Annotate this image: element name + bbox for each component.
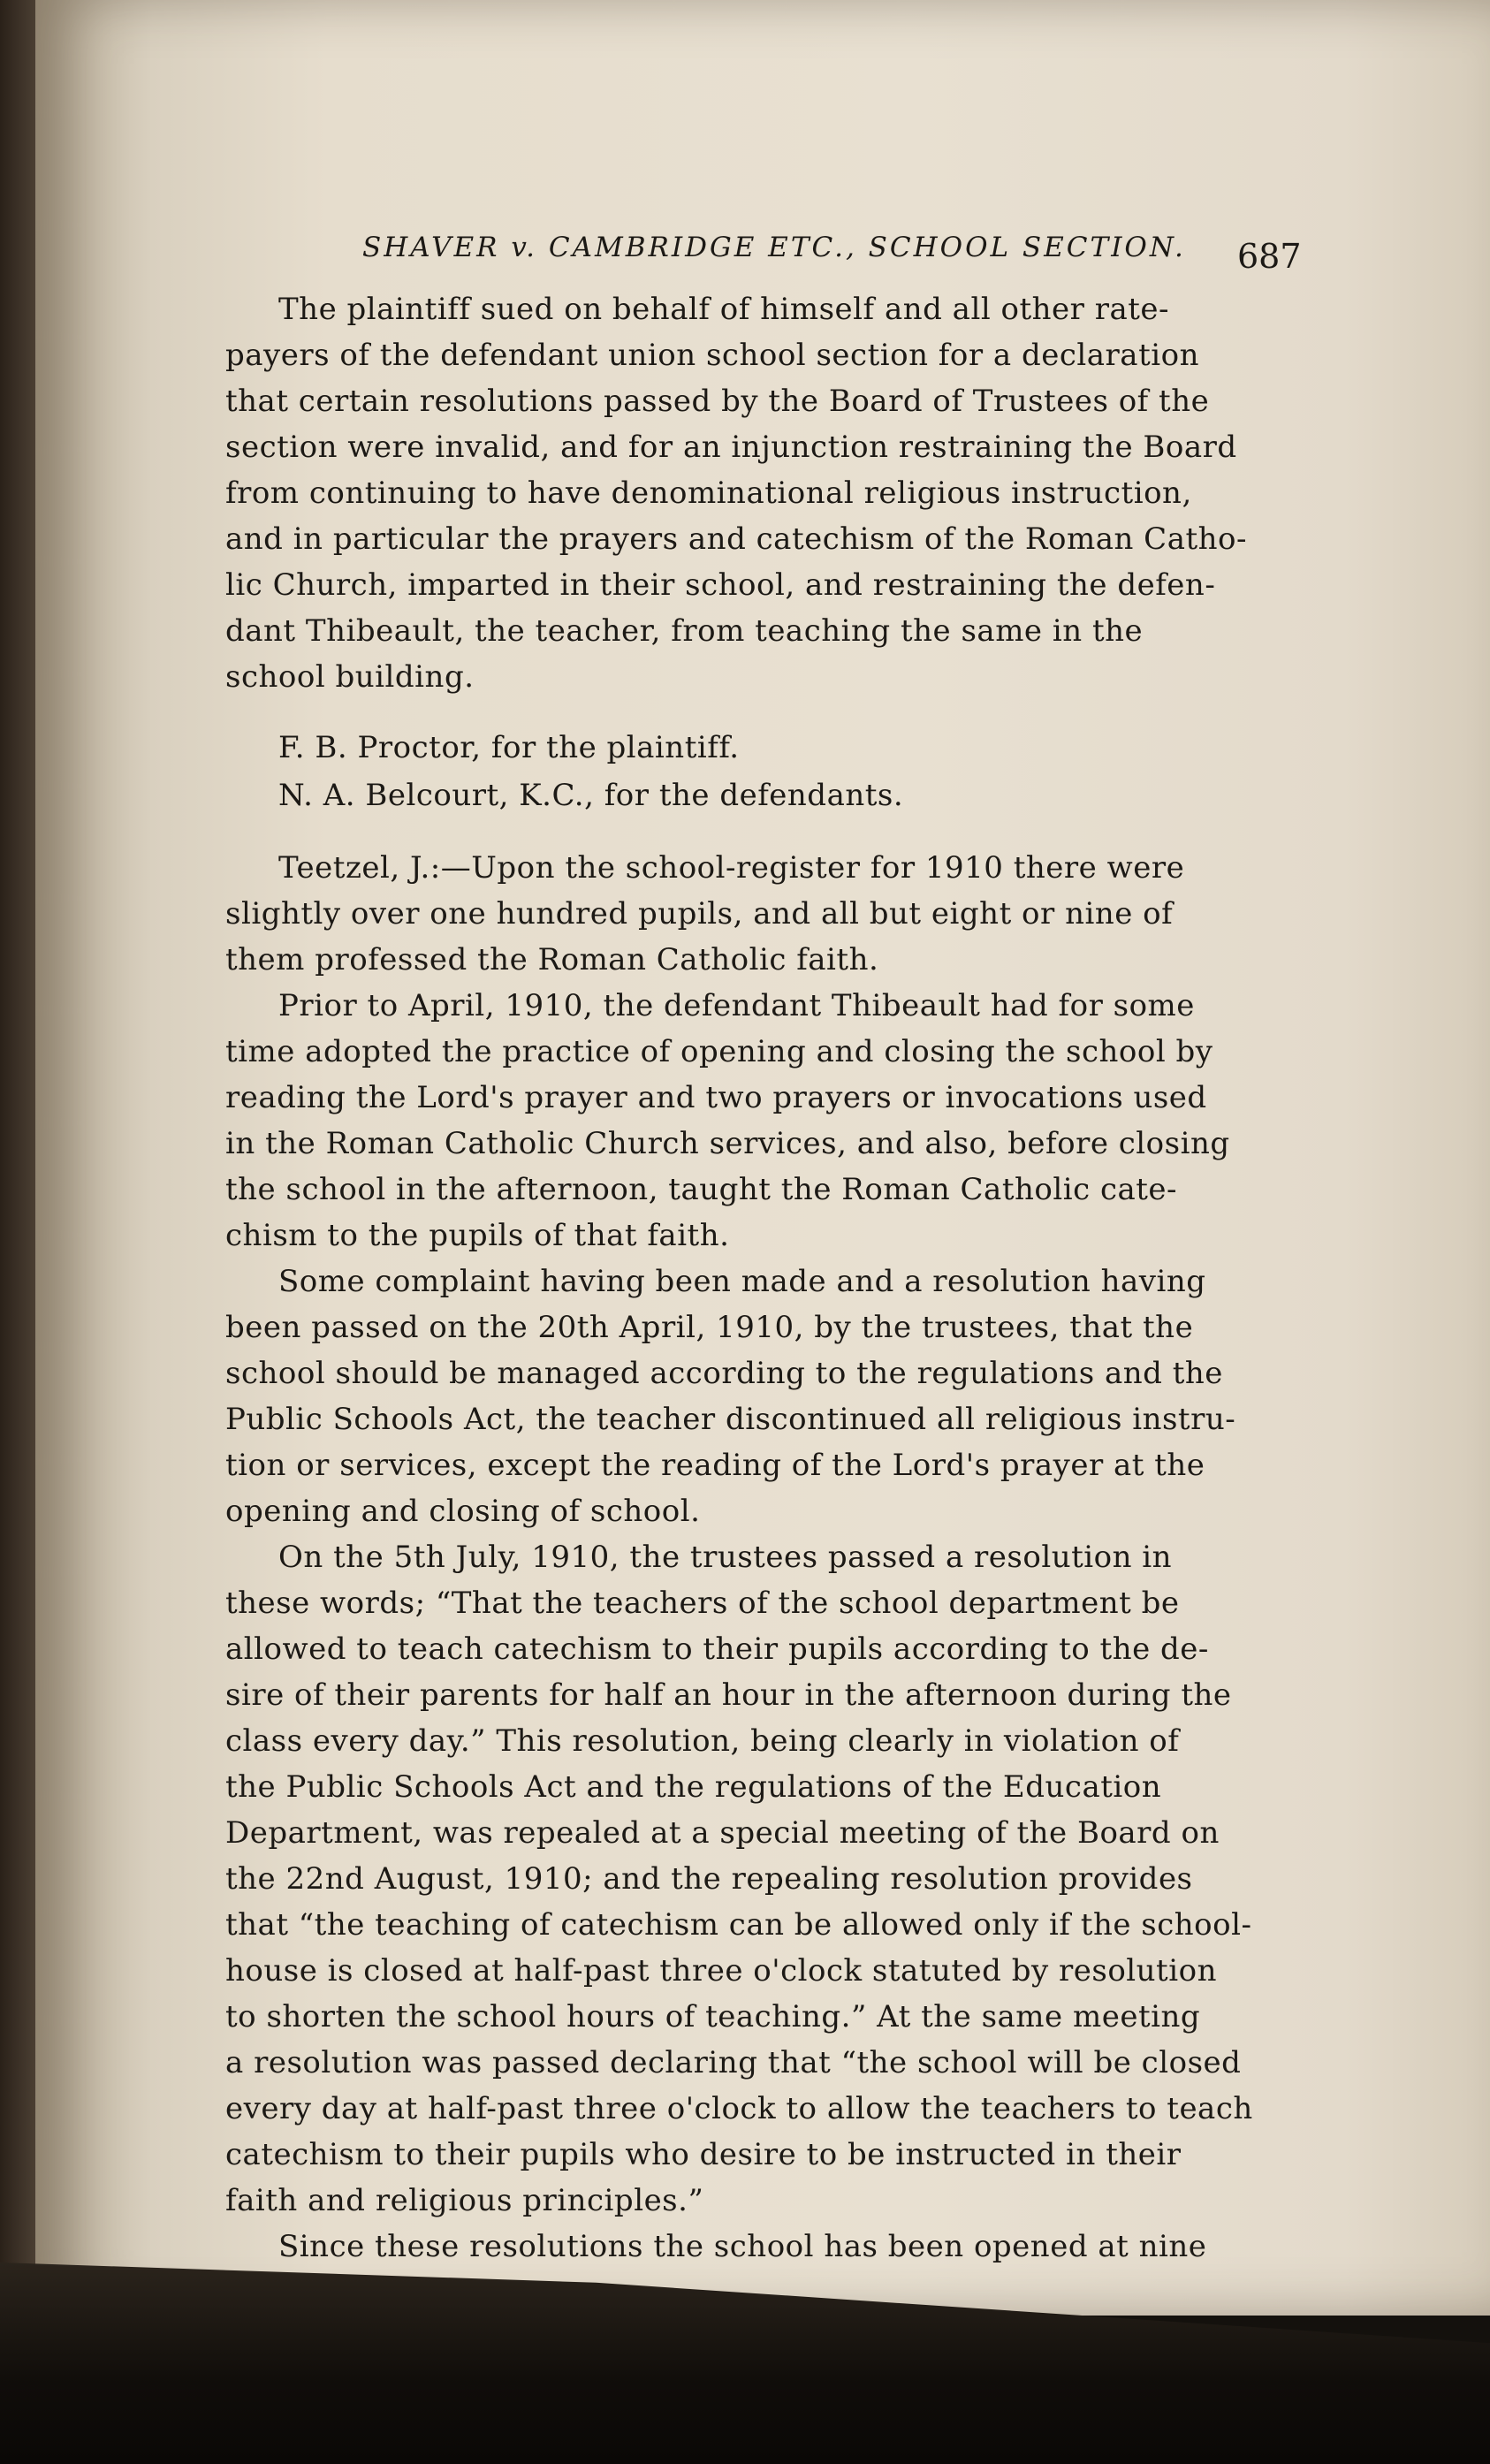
text-line: Prior to April, 1910, the defendant Thibeault had for some (278, 988, 1195, 1023)
running-header: SHAVER v. CAMBRIDGE ETC., SCHOOL SECTION. (362, 232, 1186, 263)
text-line: dant Thibeault, the teacher, from teaching the same in the (225, 613, 1144, 649)
text-line: F. B. Proctor, for the plaintiff. (278, 730, 740, 765)
text-line: the Public Schools Act and the regulations of the Education (225, 1769, 1162, 1805)
text-line: time adopted the practice of opening and closing the school by (225, 1034, 1213, 1069)
text-line: from continuing to have denominational religious instruction, (225, 475, 1192, 511)
text-line: lic Church, imparted in their school, and restraining the defen- (225, 567, 1216, 603)
text-line: and in particular the prayers and catechism of the Roman Catho- (225, 521, 1247, 557)
text-line: school building. (225, 659, 475, 695)
text-line: slightly over one hundred pupils, and all but eight or nine of (225, 896, 1174, 932)
text-line: been passed on the 20th April, 1910, by the trustees, that the (225, 1310, 1194, 1345)
text-line: allowed to teach catechism to their pupils according to the de- (225, 1631, 1209, 1667)
text-line: opening and closing of school. (225, 1494, 701, 1529)
text-line: N. A. Belcourt, K.C., for the defendants. (278, 778, 904, 813)
text-line: payers of the defendant union school section for a declaration (225, 338, 1199, 373)
text-line: faith and religious principles.” (225, 2183, 704, 2218)
text-line: in the Roman Catholic Church services, and also, before closing (225, 1126, 1230, 1161)
text-line: that “the teaching of catechism can be allowed only if the school- (225, 1907, 1252, 1943)
text-line: a resolution was passed declaring that “the school will be closed (225, 2045, 1242, 2080)
text-line: them professed the Roman Catholic faith. (225, 942, 879, 977)
text-line: Department, was repealed at a special meeting of the Board on (225, 1815, 1220, 1851)
text-line: Teetzel, J.:—Upon the school-register for 1910 there were (278, 850, 1185, 886)
text-line: every day at half-past three o'clock to allow the teachers to teach (225, 2091, 1253, 2126)
text-line: that certain resolutions passed by the Board of Trustees of the (225, 384, 1210, 419)
page-number: 687 (1237, 237, 1302, 276)
text-line: to shorten the school hours of teaching.” At the same meeting (225, 1999, 1201, 2034)
text-line: the 22nd August, 1910; and the repealing resolution provides (225, 1861, 1193, 1897)
text-line: Public Schools Act, the teacher discontinued all religious instru- (225, 1402, 1236, 1437)
text-line: section were invalid, and for an injunction restraining the Board (225, 430, 1237, 465)
text-line: school should be managed according to the regulations and the (225, 1356, 1223, 1391)
text-line: On the 5th July, 1910, the trustees passed a resolution in (278, 1540, 1173, 1575)
text-line: The plaintiff sued on behalf of himself and all other rate- (278, 292, 1170, 327)
text-line: reading the Lord's prayer and two prayers or invocations used (225, 1080, 1207, 1115)
text-line: Since these resolutions the school has been opened at nine (278, 2229, 1207, 2264)
text-line: sire of their parents for half an hour in the afternoon during the (225, 1677, 1232, 1713)
text-line: house is closed at half-past three o'clock statuted by resolution (225, 1953, 1217, 1989)
text-line: class every day.” This resolution, being clearly in violation of (225, 1723, 1180, 1759)
text-line: the school in the afternoon, taught the Roman Catholic cate- (225, 1172, 1178, 1207)
text-line: Some complaint having been made and a resolution having (278, 1264, 1206, 1299)
text-line: chism to the pupils of that faith. (225, 1218, 730, 1253)
text-line: tion or services, except the reading of the Lord's prayer at the (225, 1448, 1205, 1483)
text-line: these words; “That the teachers of the school department be (225, 1586, 1180, 1621)
text-line: catechism to their pupils who desire to be instructed in their (225, 2137, 1182, 2172)
